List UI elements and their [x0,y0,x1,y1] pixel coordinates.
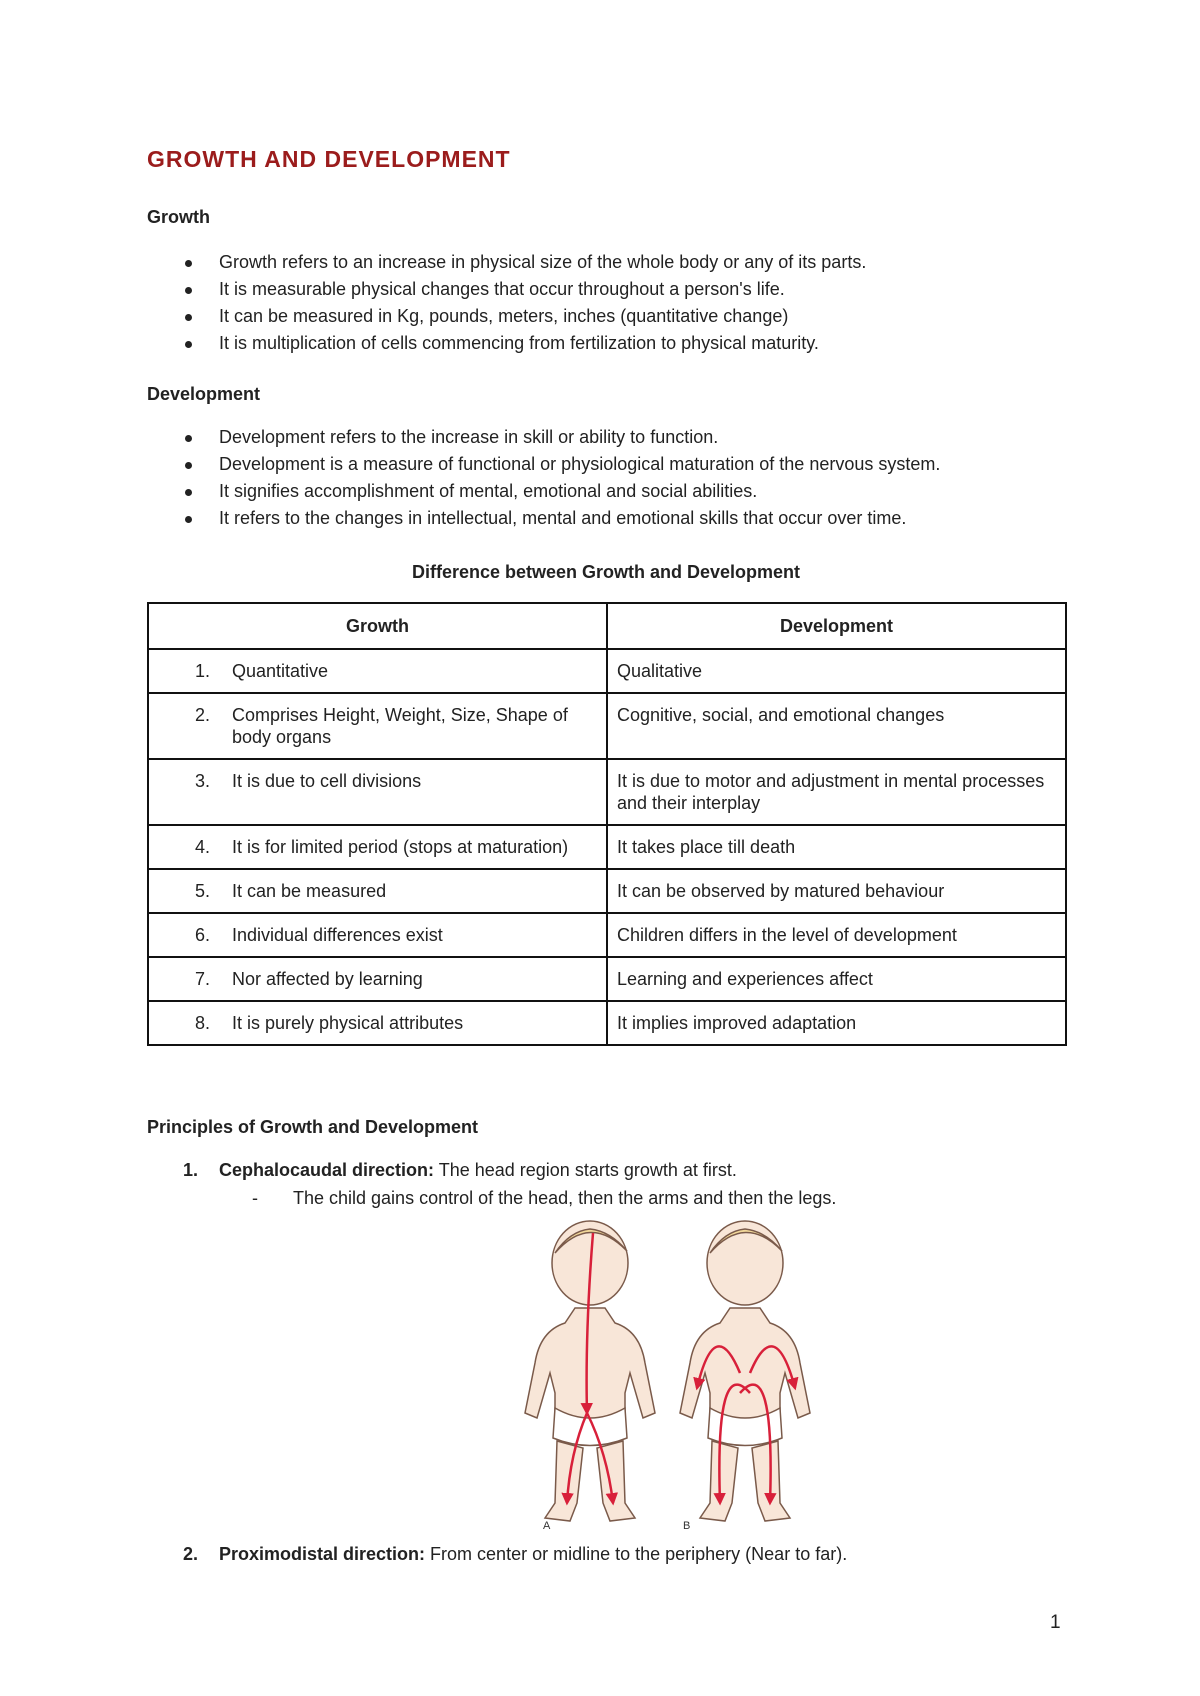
page-number: 1 [1050,1612,1061,1633]
growth-cell: 3. It is due to cell divisions [148,759,607,825]
principle-number: 1. [183,1160,199,1180]
list-item: Development is a measure of functional or physiological maturation of the nervous system. [147,451,940,478]
table-row [148,825,1066,869]
column-header-development: Development [607,603,1066,649]
list-item: Growth refers to an increase in physical size of the whole body or any of its parts. [147,249,866,276]
table-row [148,759,1066,825]
principle-text: The head region starts growth at first. [434,1160,737,1180]
difference-table [147,602,1067,1046]
growth-heading: Growth [147,207,210,227]
column-header-growth: Growth [148,603,607,649]
bullet-icon [185,516,192,523]
page-title: GROWTH AND DEVELOPMENT [147,146,511,172]
figure-label-a: A [543,1520,551,1532]
development-cell: Qualitative [607,649,1066,693]
table-row [148,693,1066,759]
row-number: 7. [195,969,211,989]
row-number: 1. [195,661,211,681]
principle-term: Cephalocaudal direction: [219,1160,435,1180]
principles-heading: Principles of Growth and Development [147,1117,479,1137]
bullet-icon [185,287,192,294]
principle-text: From center or midline to the periphery (Near to far). [425,1544,848,1564]
table-header-row [148,603,1066,649]
list-item: It is multiplication of cells commencing from fertilization to physical maturity. [147,330,866,357]
development-cell: It is due to motor and adjustment in mental processes and their interplay [607,759,1066,825]
row-number: 6. [195,925,211,945]
dash-marker: - [252,1188,258,1208]
growth-cell: 7. Nor affected by learning [148,957,607,1001]
development-cell: It implies improved adaptation [607,1001,1066,1045]
growth-cell: 8. It is purely physical attributes [148,1001,607,1045]
baby-development-illustration [515,1213,825,1533]
development-cell: Cognitive, social, and emotional changes [607,693,1066,759]
development-bullet-list [147,424,940,532]
bullet-icon [185,314,192,321]
growth-cell: 6. Individual differences exist [148,913,607,957]
bullet-icon [185,489,192,496]
development-cell: Children differs in the level of development [607,913,1066,957]
growth-cell: 2. Comprises Height, Weight, Size, Shape of body organs [148,693,607,759]
bullet-icon [185,462,192,469]
row-number: 8. [195,1013,211,1033]
table-row [148,957,1066,1001]
row-number: 2. [195,705,211,725]
principle-term: Proximodistal direction: [219,1544,426,1564]
bullet-icon [185,260,192,267]
growth-cell: 4. It is for limited period (stops at maturation) [148,825,607,869]
list-item: It signifies accomplishment of mental, emotional and social abilities. [147,478,940,505]
figure-label-b: B [683,1520,691,1532]
table-row [148,913,1066,957]
growth-cell: 5. It can be measured [148,869,607,913]
row-number: 3. [195,771,211,791]
list-item: Development refers to the increase in skill or ability to function. [147,424,940,451]
table-caption: Difference between Growth and Development [411,562,801,582]
list-item: It is measurable physical changes that occur throughout a person's life. [147,276,866,303]
growth-cell: 1. Quantitative [148,649,607,693]
growth-bullet-list [147,249,866,357]
list-item: It can be measured in Kg, pounds, meters, inches (quantitative change) [147,303,866,330]
principle-number: 2. [183,1544,199,1564]
bullet-icon [185,341,192,348]
development-cell: It can be observed by matured behaviour [607,869,1066,913]
table-row [148,869,1066,913]
table-row [148,1001,1066,1045]
bullet-icon [185,435,192,442]
row-number: 5. [195,881,211,901]
development-cell: It takes place till death [607,825,1066,869]
row-number: 4. [195,837,211,857]
sub-point-text: The child gains control of the head, then the arms and then the legs. [293,1188,837,1208]
table-row [148,649,1066,693]
development-heading: Development [147,384,261,404]
development-cell: Learning and experiences affect [607,957,1066,1001]
list-item: It refers to the changes in intellectual, mental and emotional skills that occur over time. [147,505,940,532]
